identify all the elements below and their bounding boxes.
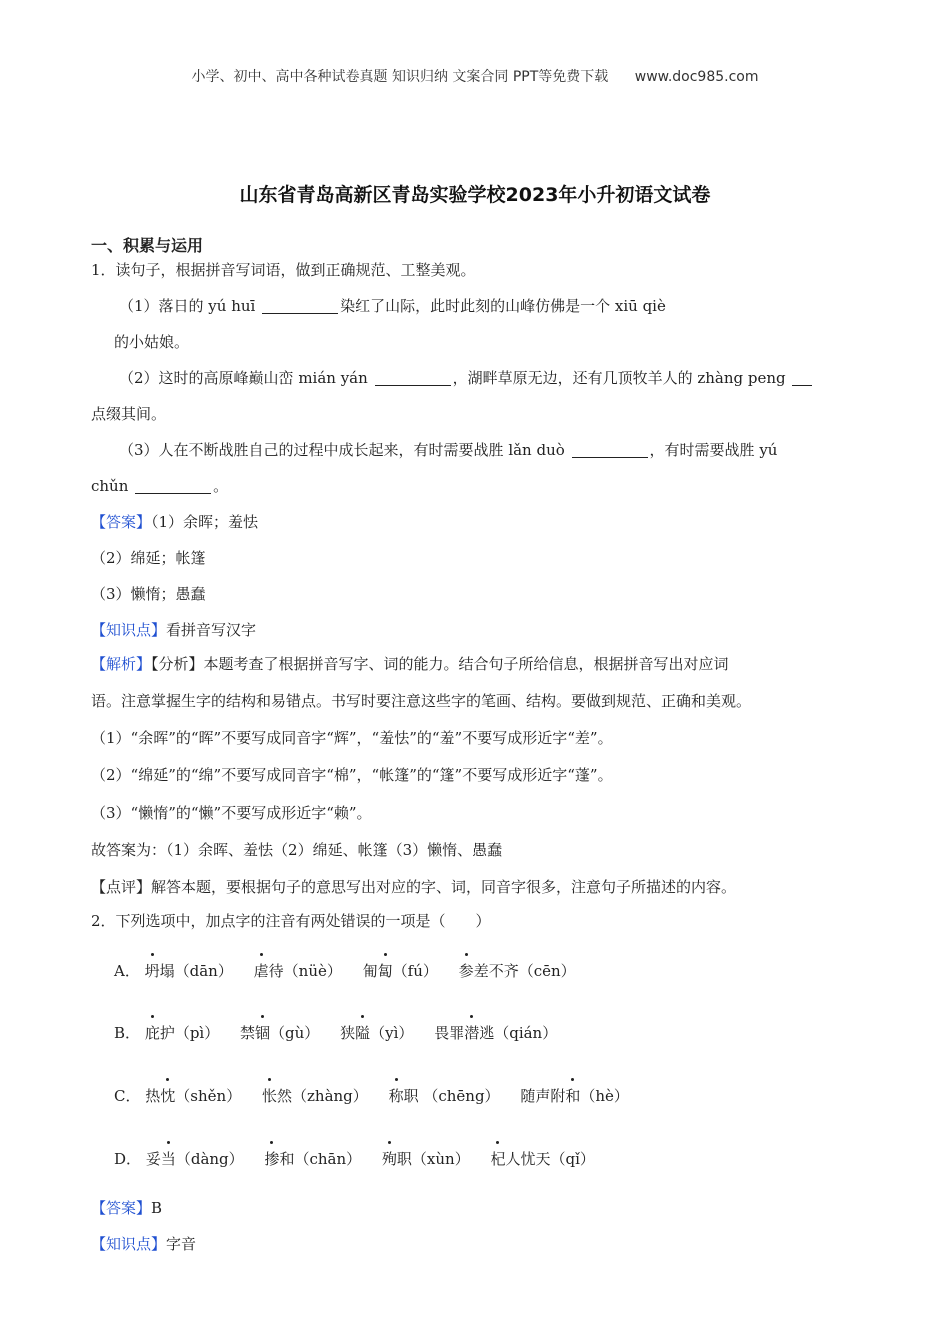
- analysis-tag: 【解析】: [91, 655, 152, 673]
- option-c[interactable]: [114, 1085, 629, 1106]
- item-rest: 然（zhàng）: [277, 1087, 368, 1105]
- option-label: B．: [114, 1024, 141, 1042]
- q1-analysis-2: 语。注意掌握生字的结构和易错点。书写时要注意这些字的笔画、结构。要做到规范、正确和美观。: [91, 692, 752, 710]
- q1-sentence-3: [119, 439, 777, 460]
- kp-tag: 【知识点】: [91, 1235, 167, 1253]
- q1-answer: [91, 511, 258, 532]
- q1-s3-part-d: 。: [213, 477, 229, 495]
- kp-tag: 【知识点】: [91, 621, 167, 639]
- option-b[interactable]: [114, 1022, 557, 1043]
- item-rest: （yì）: [370, 1024, 414, 1042]
- answer-tag: 【答案】: [91, 513, 152, 531]
- item-rest: 待（nüè）: [268, 962, 342, 980]
- answer-tag: 【答案】: [91, 1199, 152, 1217]
- dotted-char: 和: [565, 1087, 581, 1105]
- item-rest: 护（pì）: [159, 1024, 220, 1042]
- dotted-char: 隘: [355, 1024, 371, 1042]
- q1-analysis-4: （2）“绵延”的“绵”不要写成同音字“棉”，“帐篷”的“篷”不要写成形近字“蓬”。: [91, 766, 613, 784]
- q1-sentence-2: [119, 367, 814, 388]
- item-rest: 塌（dān）: [159, 962, 233, 980]
- option-a[interactable]: [114, 960, 576, 981]
- q1-s1-part-a: （1）落日的 yú huī: [119, 297, 261, 315]
- item-prefix: 热: [145, 1087, 161, 1105]
- header-site[interactable]: www.doc985.com: [634, 69, 759, 85]
- item-rest: （shěn）: [175, 1087, 242, 1105]
- analysis-text-1: 【分析】本题考查了根据拼音写字、词的能力。结合句子所给信息，根据拼音写出对应词: [151, 655, 729, 673]
- q1-s2-cont: 点缀其间。: [91, 405, 167, 423]
- q1-s2-part-b: ，湖畔草原无边，还有几顶牧羊人的 zhàng peng: [452, 369, 791, 387]
- item-prefix: 妥: [145, 1150, 161, 1168]
- q1-final-answer: 故答案为：（1）余晖、羞怯（2）绵延、帐篷（3）懒惰、愚蠢: [91, 841, 503, 859]
- dotted-char: 庇: [144, 1024, 160, 1042]
- dotted-char: 忱: [160, 1087, 176, 1105]
- dotted-char: 怅: [261, 1087, 277, 1105]
- item-prefix: 狭: [340, 1024, 356, 1042]
- q1-s3-part-a: （3）人在不断战胜自己的过程中成长起来，有时需要战胜 lǎn duò: [119, 441, 570, 459]
- q2-stem: 2．下列选项中，加点字的注音有两处错误的一项是（ ）: [91, 912, 491, 930]
- header-text: 小学、初中、高中各种试卷真题 知识归纳 文案合同 PPT等免费下载: [191, 69, 609, 85]
- q2-answer: [91, 1197, 162, 1218]
- blank-5: [135, 477, 211, 494]
- section-heading: 一、积累与运用: [91, 236, 204, 255]
- item-rest: （fú）: [392, 962, 438, 980]
- answer-1: （1）余晖；羞怯: [151, 513, 259, 531]
- q1-analysis-3: （1）“余晖”的“晖”不要写成同音字“辉”，“羞怯”的“羞”不要写成形近字“差”。: [91, 729, 613, 747]
- item-rest: 职 （chēng）: [403, 1087, 500, 1105]
- item-rest: 差不齐（cēn）: [473, 962, 576, 980]
- q1-analysis-5: （3）“懒惰”的“懒”不要写成形近字“赖”。: [91, 804, 372, 822]
- dotted-char: 掺: [264, 1150, 280, 1168]
- option-label: C．: [114, 1087, 141, 1105]
- kp-text: 看拼音写汉字: [166, 621, 257, 639]
- blank-4: [572, 441, 648, 458]
- dotted-char: 潜: [464, 1024, 480, 1042]
- item-rest: （gù）: [270, 1024, 320, 1042]
- answer-text: B: [151, 1199, 163, 1217]
- item-rest: （dàng）: [175, 1150, 244, 1168]
- item-rest: 职（xùn）: [396, 1150, 470, 1168]
- q1-s3-cont: [91, 475, 228, 496]
- blank-1: [262, 297, 338, 314]
- option-label: A．: [114, 962, 140, 980]
- q1-sentence-1: [119, 295, 666, 316]
- dotted-char: 参: [458, 962, 474, 980]
- blank-2: [375, 369, 451, 386]
- page-header: [0, 66, 950, 86]
- q1-analysis-1: [91, 653, 729, 674]
- blank-3: [792, 369, 812, 386]
- item-prefix: 禁: [240, 1024, 256, 1042]
- item-prefix: 匍: [362, 962, 378, 980]
- q1-knowledge-point: [91, 619, 256, 640]
- q1-stem: 1．读句子，根据拼音写词语，做到正确规范、工整美观。: [91, 261, 476, 279]
- dotted-char: 坍: [144, 962, 160, 980]
- q1-s1-cont: 的小姑娘。: [114, 333, 190, 351]
- q1-s2-part-a: （2）这时的高原峰巅山峦 mián yán: [119, 369, 373, 387]
- q1-comment: 【点评】解答本题，要根据句子的意思写出对应的字、词，同音字很多，注意句子所描述的内容。: [91, 878, 737, 896]
- q1-s3-part-c: chǔn: [91, 477, 134, 495]
- answer-2: （2）绵延；帐篷: [91, 549, 206, 567]
- page-title: 山东省青岛高新区青岛实验学校2023年小升初语文试卷: [239, 184, 711, 206]
- q1-s1-part-b: 染红了山际，此时此刻的山峰仿佛是一个 xiū qiè: [340, 297, 666, 315]
- option-label: D．: [114, 1150, 142, 1168]
- q2-knowledge-point: [91, 1233, 196, 1254]
- answer-3: （3）懒惰；愚蠢: [91, 585, 206, 603]
- item-rest: 和（chān）: [279, 1150, 362, 1168]
- kp-text: 字音: [166, 1235, 197, 1253]
- dotted-char: 匐: [377, 962, 393, 980]
- dotted-char: 称: [388, 1087, 404, 1105]
- item-rest: 人忧天（qǐ）: [505, 1150, 595, 1168]
- option-d[interactable]: [114, 1148, 595, 1169]
- item-prefix: 随声附: [520, 1087, 566, 1105]
- dotted-char: 锢: [255, 1024, 271, 1042]
- item-rest: 逃（qián）: [479, 1024, 558, 1042]
- item-prefix: 畏罪: [434, 1024, 465, 1042]
- q1-s3-part-b: ，有时需要战胜 yú: [649, 441, 778, 459]
- dotted-char: 虐: [253, 962, 269, 980]
- dotted-char: 当: [160, 1150, 176, 1168]
- dotted-char: 杞: [490, 1150, 506, 1168]
- item-rest: （hè）: [580, 1087, 629, 1105]
- dotted-char: 殉: [381, 1150, 397, 1168]
